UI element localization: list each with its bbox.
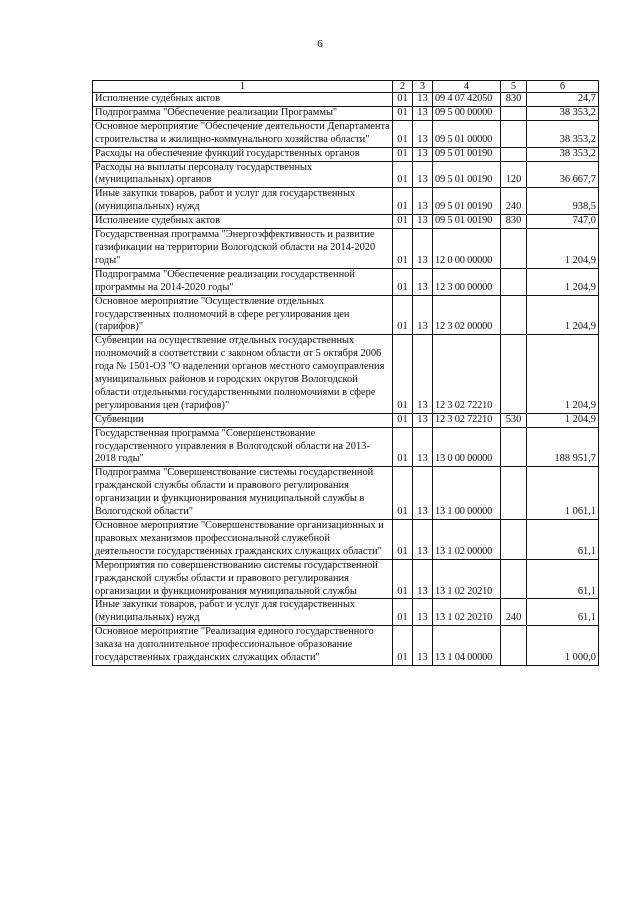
row-subsection: 13 [413, 229, 433, 269]
row-amount: 38 353,2 [527, 120, 599, 147]
row-amount: 24,7 [527, 93, 599, 107]
table-row [93, 599, 599, 626]
row-subsection: 13 [413, 427, 433, 467]
row-expense-type [501, 427, 527, 467]
table-row [93, 335, 599, 413]
row-section: 01 [393, 335, 413, 413]
row-expense-type [501, 120, 527, 147]
row-name: Подпрограмма "Совершенствование системы государственной гражданской службы области и правового регулирования организации и функционирования муниципальной службы в Вологодской области" [93, 467, 393, 520]
row-target-code: 13 1 02 20210 [433, 559, 501, 599]
row-expense-type: 240 [501, 188, 527, 215]
row-expense-type [501, 335, 527, 413]
row-name: Мероприятия по совершенствованию системы государственной гражданской службы области и правового регулирования организации и функционирования муниципальной службы [93, 559, 393, 599]
row-subsection: 13 [413, 559, 433, 599]
budget-table [92, 80, 599, 666]
row-name: Субвенции на осуществление отдельных государственных полномочий в соответствии с законом области от 5 октября 2006 года № 1501-ОЗ "О наделении органов местного самоуправления муниципальных районов и городских округов Вологодской области отдельными государственными полномочиями в сфере регулирования цен (тарифов)" [93, 335, 393, 413]
row-subsection: 13 [413, 188, 433, 215]
row-section: 01 [393, 229, 413, 269]
table-row [93, 106, 599, 120]
row-target-code: 13 0 00 00000 [433, 427, 501, 467]
row-expense-type: 120 [501, 161, 527, 188]
row-target-code: 09 5 01 00190 [433, 188, 501, 215]
row-expense-type: 830 [501, 215, 527, 229]
table-row [93, 413, 599, 427]
row-target-code: 09 5 01 00000 [433, 120, 501, 147]
row-section: 01 [393, 161, 413, 188]
row-name: Государственная программа "Энергоэффективность и развитие газификации на территории Вологодской области на 2014-2020 годы" [93, 229, 393, 269]
table-row [93, 215, 599, 229]
row-target-code: 12 0 00 00000 [433, 229, 501, 269]
row-target-code: 12 3 02 72210 [433, 413, 501, 427]
row-amount: 61,1 [527, 520, 599, 560]
row-expense-type [501, 147, 527, 161]
row-subsection: 13 [413, 93, 433, 107]
row-section: 01 [393, 559, 413, 599]
row-amount: 1 000,0 [527, 626, 599, 666]
row-expense-type [501, 467, 527, 520]
row-name: Иные закупки товаров, работ и услуг для государственных (муниципальных) нужд [93, 599, 393, 626]
row-name: Основное мероприятие "Обеспечение деятельности Департамента строительства и жилищно-коммунального хозяйства области" [93, 120, 393, 147]
header-target-code: 4 [433, 81, 501, 93]
header-subsection: 3 [413, 81, 433, 93]
table-row [93, 188, 599, 215]
table-header-row [93, 81, 599, 93]
row-section: 01 [393, 120, 413, 147]
row-amount: 747,0 [527, 215, 599, 229]
row-amount: 1 204,9 [527, 268, 599, 295]
row-subsection: 13 [413, 335, 433, 413]
row-target-code: 09 4 07 42050 [433, 93, 501, 107]
row-amount: 38 353,2 [527, 106, 599, 120]
row-name: Подпрограмма "Обеспечение реализации государственной программы на 2014-2020 годы" [93, 268, 393, 295]
row-amount: 1 204,9 [527, 335, 599, 413]
row-amount: 1 204,9 [527, 229, 599, 269]
page-number: 6 [317, 38, 323, 50]
row-amount: 61,1 [527, 599, 599, 626]
row-subsection: 13 [413, 295, 433, 335]
row-section: 01 [393, 268, 413, 295]
table-row [93, 427, 599, 467]
table-row [93, 268, 599, 295]
row-expense-type: 530 [501, 413, 527, 427]
table-row [93, 295, 599, 335]
row-expense-type [501, 229, 527, 269]
row-section: 01 [393, 467, 413, 520]
row-target-code: 13 1 02 00000 [433, 520, 501, 560]
row-section: 01 [393, 427, 413, 467]
row-section: 01 [393, 188, 413, 215]
row-expense-type: 830 [501, 93, 527, 107]
table-row [93, 93, 599, 107]
row-section: 01 [393, 295, 413, 335]
row-subsection: 13 [413, 626, 433, 666]
row-target-code: 09 5 01 00190 [433, 215, 501, 229]
row-target-code: 12 3 02 00000 [433, 295, 501, 335]
row-subsection: 13 [413, 599, 433, 626]
row-target-code: 09 5 01 00190 [433, 147, 501, 161]
row-subsection: 13 [413, 520, 433, 560]
row-amount: 61,1 [527, 559, 599, 599]
row-expense-type: 240 [501, 599, 527, 626]
table-row [93, 147, 599, 161]
row-section: 01 [393, 626, 413, 666]
row-amount: 1 204,9 [527, 413, 599, 427]
row-name: Основное мероприятие "Реализация единого государственного заказа на дополнительное профессиональное образование государственных гражданских служащих области" [93, 626, 393, 666]
row-name: Субвенции [93, 413, 393, 427]
row-expense-type [501, 520, 527, 560]
row-section: 01 [393, 93, 413, 107]
row-name: Государственная программа "Совершенствование государственного управления в Вологодской области на 2013-2018 годы" [93, 427, 393, 467]
header-amount: 6 [527, 81, 599, 93]
row-expense-type [501, 268, 527, 295]
header-section: 2 [393, 81, 413, 93]
row-amount: 1 061,1 [527, 467, 599, 520]
row-amount: 38 353,2 [527, 147, 599, 161]
row-amount: 1 204,9 [527, 295, 599, 335]
row-section: 01 [393, 520, 413, 560]
table-row [93, 520, 599, 560]
row-section: 01 [393, 599, 413, 626]
row-name: Подпрограмма "Обеспечение реализации Программы" [93, 106, 393, 120]
row-name: Расходы на обеспечение функций государственных органов [93, 147, 393, 161]
row-name: Основное мероприятие "Совершенствование организационных и правовых механизмов профессиональной служебной деятельности государственных гражданских служащих области" [93, 520, 393, 560]
row-subsection: 13 [413, 268, 433, 295]
row-name: Исполнение судебных актов [93, 215, 393, 229]
row-target-code: 09 5 01 00190 [433, 161, 501, 188]
table-row [93, 161, 599, 188]
row-target-code: 13 1 04 00000 [433, 626, 501, 666]
row-subsection: 13 [413, 120, 433, 147]
row-subsection: 13 [413, 161, 433, 188]
table-row [93, 559, 599, 599]
row-name: Основное мероприятие "Осуществление отдельных государственных полномочий в сфере регулирования цен (тарифов)" [93, 295, 393, 335]
row-section: 01 [393, 413, 413, 427]
row-subsection: 13 [413, 215, 433, 229]
row-target-code: 09 5 00 00000 [433, 106, 501, 120]
row-subsection: 13 [413, 106, 433, 120]
row-target-code: 13 1 00 00000 [433, 467, 501, 520]
row-subsection: 13 [413, 147, 433, 161]
row-amount: 36 667,7 [527, 161, 599, 188]
table-row [93, 626, 599, 666]
row-expense-type [501, 626, 527, 666]
row-target-code: 13 1 02 20210 [433, 599, 501, 626]
row-target-code: 12 3 02 72210 [433, 335, 501, 413]
row-amount: 938,5 [527, 188, 599, 215]
row-name: Исполнение судебных актов [93, 93, 393, 107]
table-body [93, 93, 599, 666]
table-row [93, 467, 599, 520]
row-section: 01 [393, 106, 413, 120]
row-subsection: 13 [413, 467, 433, 520]
header-expense-type: 5 [501, 81, 527, 93]
row-amount: 188 951,7 [527, 427, 599, 467]
row-name: Расходы на выплаты персоналу государственных (муниципальных) органов [93, 161, 393, 188]
row-section: 01 [393, 215, 413, 229]
row-name: Иные закупки товаров, работ и услуг для государственных (муниципальных) нужд [93, 188, 393, 215]
row-expense-type [501, 559, 527, 599]
row-subsection: 13 [413, 413, 433, 427]
row-section: 01 [393, 147, 413, 161]
row-expense-type [501, 295, 527, 335]
row-target-code: 12 3 00 00000 [433, 268, 501, 295]
row-expense-type [501, 106, 527, 120]
table-row [93, 120, 599, 147]
header-name: 1 [93, 81, 393, 93]
table-row [93, 229, 599, 269]
